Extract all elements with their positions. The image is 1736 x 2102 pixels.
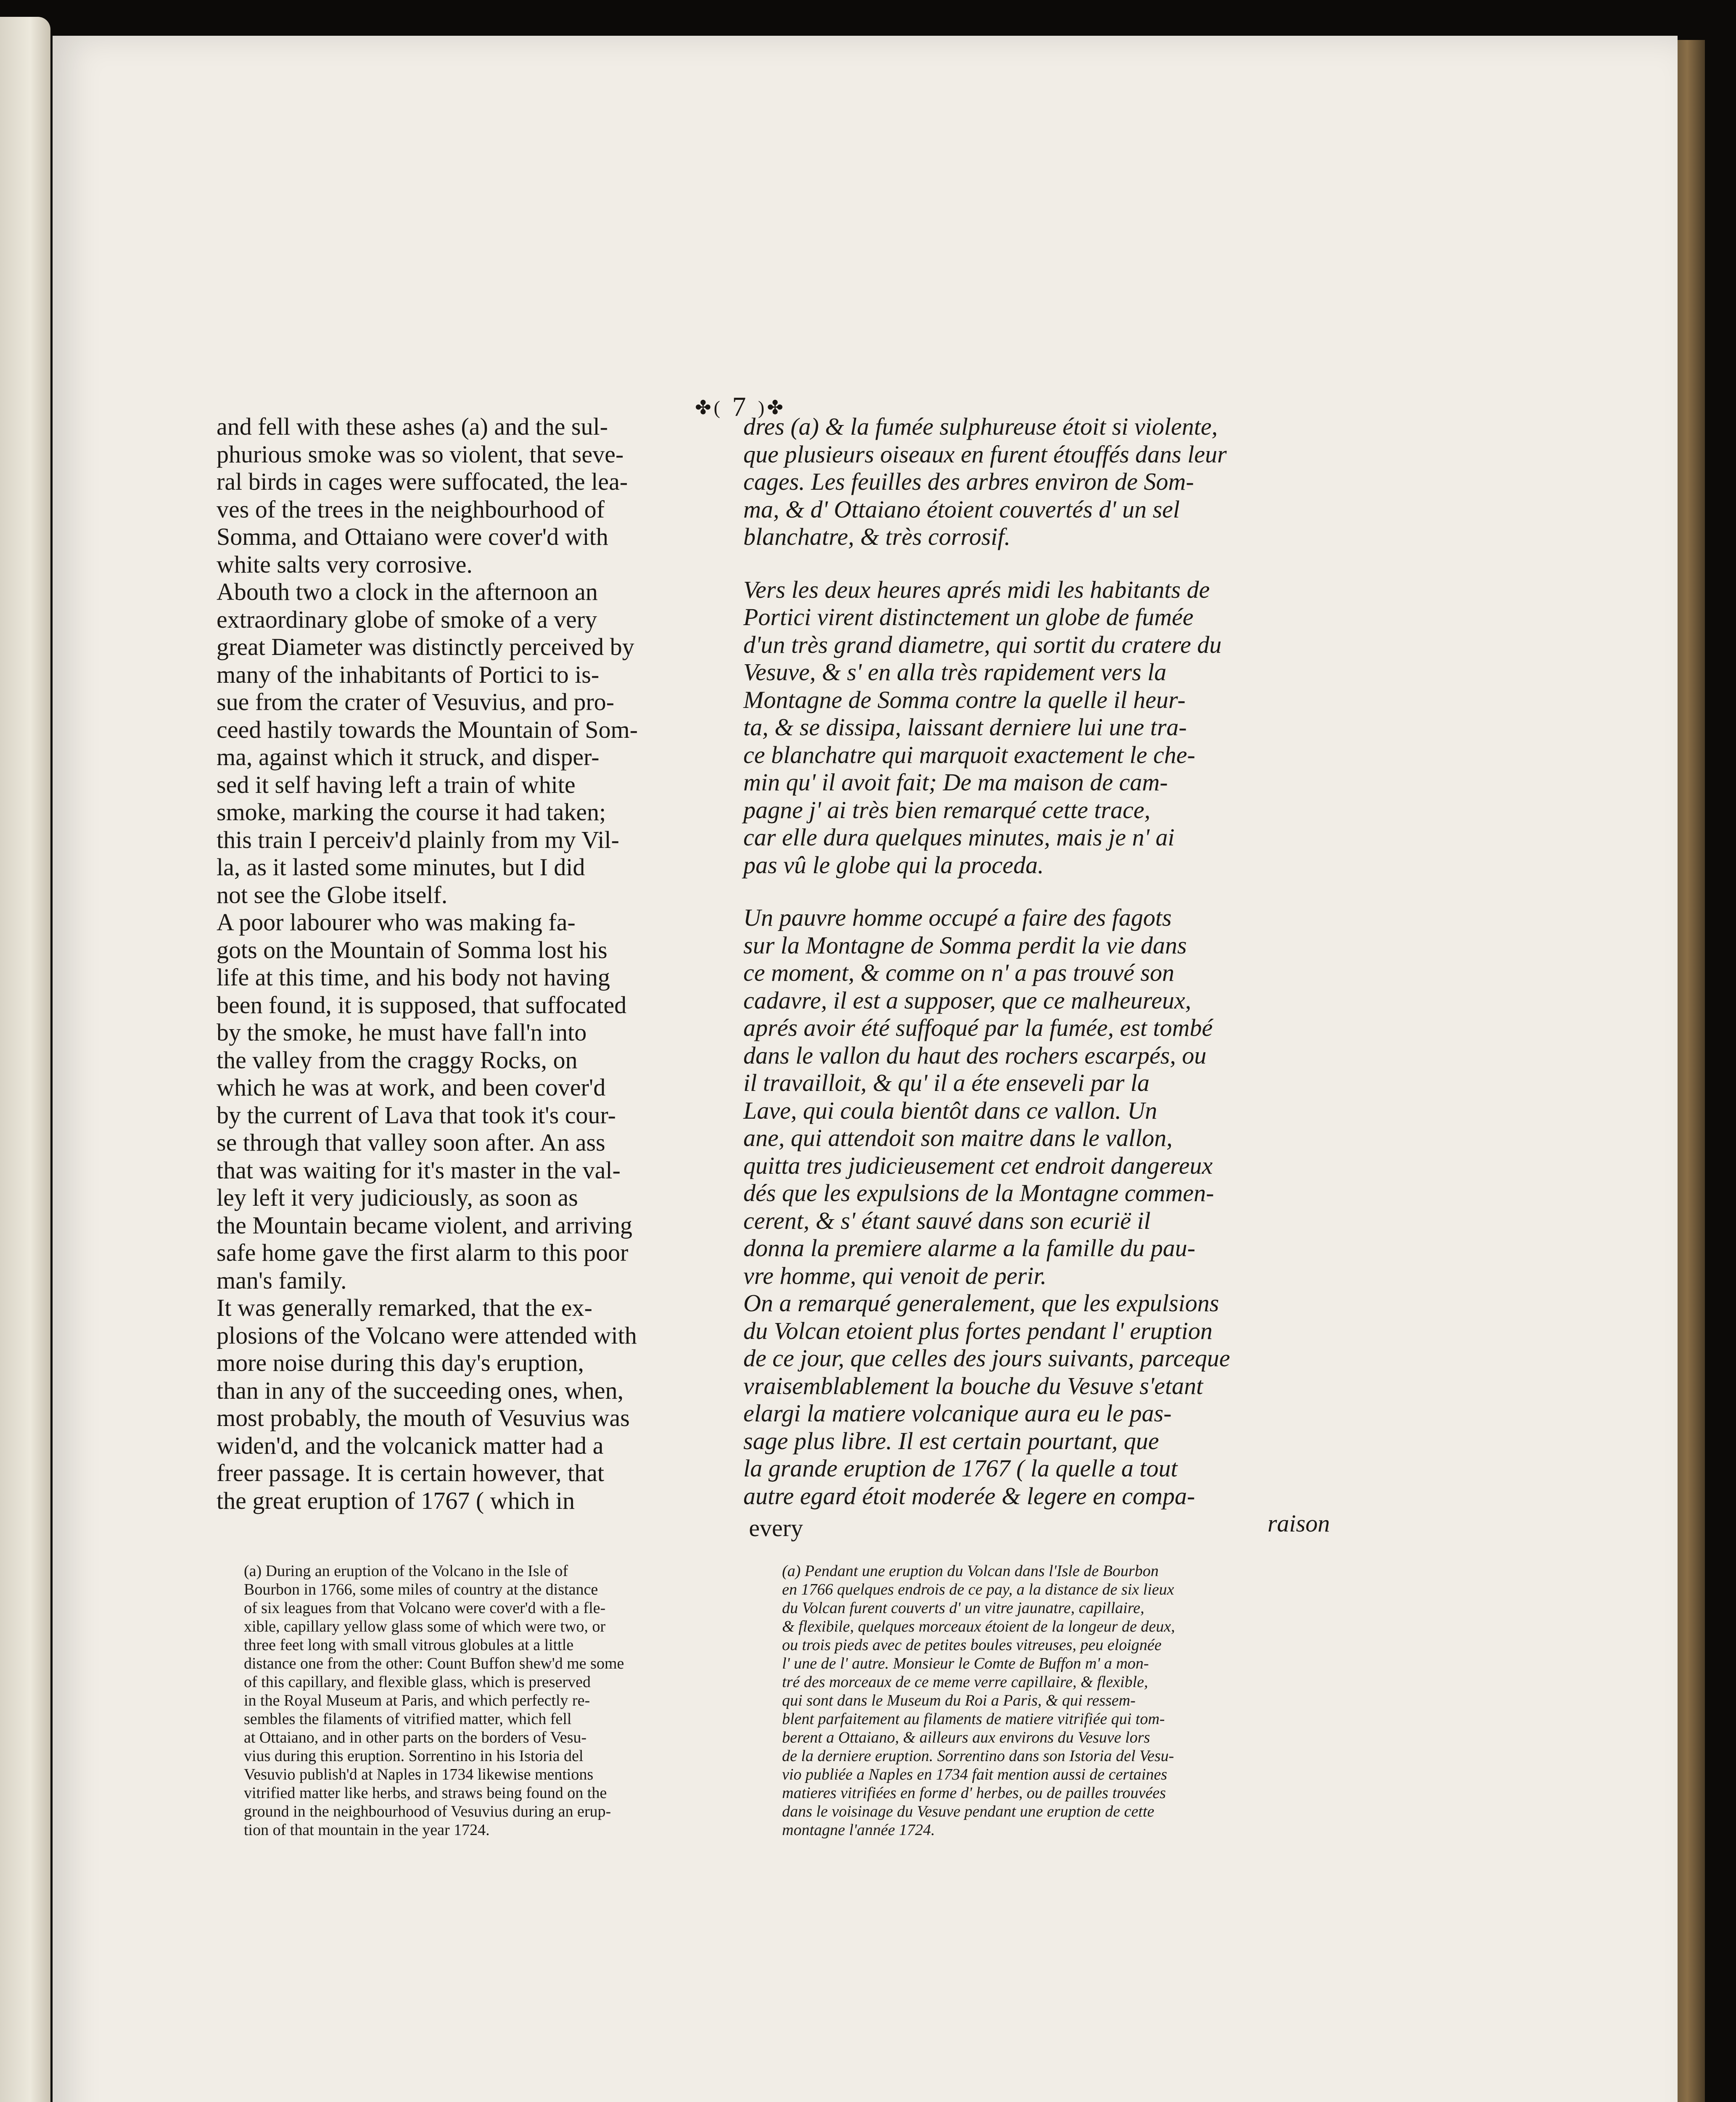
book-page <box>53 36 1678 2102</box>
text-line: min qu' il avoit fait; De ma maison de cam- <box>743 768 1168 796</box>
text-line: cerent, & s' étant sauvé dans son ecurië il <box>743 1207 1151 1234</box>
text-line: man's family. <box>217 1266 347 1294</box>
text-line: aprés avoir été suffoqué par la fumée, est tombé <box>743 1014 1213 1041</box>
text-line: more noise during this day's eruption, <box>217 1349 584 1376</box>
text-line: ma, & d' Ottaiano étoient couvertés d' un sel <box>743 495 1180 523</box>
footnote-line: matieres vitrifiées en forme d' herbes, ou de pailles trouvées <box>782 1784 1166 1802</box>
text-line: safe home gave the first alarm to this poor <box>217 1239 629 1266</box>
text-line: que plusieurs oiseaux en furent étouffés dans leur <box>743 440 1227 468</box>
text-line: plosions of the Volcano were attended with <box>217 1321 637 1349</box>
text-line: Un pauvre homme occupé a faire des fagots <box>743 904 1172 931</box>
text-line: sue from the crater of Vesuvius, and pro- <box>217 688 614 716</box>
page-number: 7 <box>732 391 749 422</box>
text-line: sur la Montagne de Somma perdit la vie dans <box>743 931 1187 959</box>
text-line: life at this time, and his body not having <box>217 964 610 991</box>
text-line: the Mountain became violent, and arriving <box>217 1211 632 1239</box>
text-line: Vers les deux heures aprés midi les habitants de <box>743 576 1210 603</box>
catchword: every <box>749 1514 803 1542</box>
french-footnote <box>782 1562 1175 1839</box>
footnote-line: vitrified matter like herbs, and straws being found on the <box>244 1784 607 1802</box>
footnote-line: vio publiée a Naples en 1734 fait mention aussi de certaines <box>782 1766 1168 1783</box>
text-line: this train I perceiv'd plainly from my Vil- <box>217 826 619 853</box>
text-line: ane, qui attendoit son maitre dans le vallon, <box>743 1124 1173 1151</box>
text-line: sed it self having left a train of white <box>217 771 576 798</box>
text-line: phurious smoke was so violent, that seve- <box>217 440 624 468</box>
footnote-line: berent a Ottaiano, & ailleurs aux environs du Vesuve lors <box>782 1729 1150 1746</box>
footnote-line: du Volcan furent couverts d' un vitre jaunatre, capillaire, <box>782 1599 1144 1617</box>
english-footnote <box>244 1562 624 1839</box>
text-line: Portici virent distinctement un globe de fumée <box>743 603 1194 631</box>
text-line: not see the Globe itself. <box>217 881 448 908</box>
french-text-column <box>743 413 1330 1537</box>
book-edge-right <box>1675 40 1705 2102</box>
paragraph-gap <box>743 879 1330 904</box>
text-line: and fell with these ashes (a) and the sul- <box>217 413 608 440</box>
footnote-line: vius during this eruption. Sorrentino in his Istoria del <box>244 1747 584 1765</box>
text-line: A poor labourer who was making fa- <box>217 908 576 936</box>
fleuron-ornament-left: ✤( <box>695 397 723 418</box>
text-line: by the smoke, he must have fall'n into <box>217 1019 587 1046</box>
footnote-line: three feet long with small vitrous globules at a little <box>244 1636 574 1654</box>
text-line: cages. Les feuilles des arbres environ de Som- <box>743 468 1194 495</box>
text-line: than in any of the succeeding ones, when, <box>217 1376 624 1404</box>
text-line: most probably, the mouth of Vesuvius was <box>217 1404 630 1431</box>
text-line: ral birds in cages were suffocated, the lea- <box>217 468 628 495</box>
text-line: been found, it is supposed, that suffocated <box>217 991 627 1019</box>
text-line: many of the inhabitants of Portici to is- <box>217 660 600 688</box>
text-line: Lave, qui coula bientôt dans ce vallon. Un <box>743 1096 1157 1124</box>
text-line: which he was at work, and been cover'd <box>217 1074 606 1101</box>
text-line: by the current of Lava that took it's cour- <box>217 1101 616 1129</box>
fleuron-ornament-right: )✤ <box>758 397 786 418</box>
footnote-line: of six leagues from that Volcano were cover'd with a fle- <box>244 1599 606 1617</box>
text-line: donna la premiere alarme a la famille du pau- <box>743 1234 1196 1262</box>
text-line: It was generally remarked, that the ex- <box>217 1294 592 1321</box>
text-line: Vesuve, & s' en alla très rapidement vers la <box>743 658 1167 686</box>
text-line: On a remarqué generalement, que les expulsions <box>743 1289 1219 1317</box>
text-line: ceed hastily towards the Mountain of Som- <box>217 716 638 743</box>
text-line: smoke, marking the course it had taken; <box>217 798 606 826</box>
text-line: quitta tres judicieusement cet endroit dangereux <box>743 1151 1213 1179</box>
text-line: vre homme, qui venoit de perir. <box>743 1262 1047 1289</box>
text-line: blanchatre, & très corrosif. <box>743 523 1011 550</box>
text-line: d'un très grand diametre, qui sortit du cratere du <box>743 631 1222 658</box>
text-line: dans le vallon du haut des rochers escarpés, ou <box>743 1041 1207 1069</box>
footnote-line: montagne l'année 1724. <box>782 1821 935 1839</box>
text-line: vraisemblablement la bouche du Vesuve s'etant <box>743 1372 1203 1400</box>
footnote-line: Vesuvio publish'd at Naples in 1734 likewise mentions <box>244 1766 594 1783</box>
footnote-line: ou trois pieds avec de petites boules vitreuses, peu eloignée <box>782 1636 1162 1654</box>
text-line: ley left it very judiciously, as soon as <box>217 1184 578 1211</box>
footnote-line: tré des morceaux de ce meme verre capillaire, & flexible, <box>782 1673 1148 1691</box>
text-line: autre egard étoit moderée & legere en compa- <box>743 1482 1195 1510</box>
footnote-line: of this capillary, and flexible glass, which is preserved <box>244 1673 591 1691</box>
text-line: du Volcan etoient plus fortes pendant l' eruption <box>743 1317 1213 1344</box>
footnote-line: tion of that mountain in the year 1724. <box>244 1821 490 1839</box>
text-line: dés que les expulsions de la Montagne commen- <box>743 1179 1214 1207</box>
text-line: ce blanchatre qui marquoit exactement le che- <box>743 741 1195 768</box>
text-line: widen'd, and the volcanick matter had a <box>217 1431 604 1459</box>
text-line: Abouth two a clock in the afternoon an <box>217 578 598 605</box>
footnote-line: de la derniere eruption. Sorrentino dans son Istoria del Vesu- <box>782 1747 1174 1765</box>
catchword: raison <box>1267 1510 1330 1537</box>
footnote-line: en 1766 quelques endrois de ce pay, a la distance de six lieux <box>782 1581 1174 1598</box>
text-line: pagne j' ai très bien remarqué cette trace, <box>743 796 1151 824</box>
text-line: extraordinary globe of smoke of a very <box>217 605 597 633</box>
text-line: la grande eruption de 1767 ( la quelle a tout <box>743 1455 1178 1482</box>
text-line: cadavre, il est a supposer, que ce malheureux, <box>743 986 1192 1014</box>
footnote-line: Bourbon in 1766, some miles of country at the distance <box>244 1581 598 1598</box>
english-text-column <box>217 413 803 1542</box>
text-line: la, as it lasted some minutes, but I did <box>217 853 585 881</box>
text-line: pas vû le globe qui la proceda. <box>743 851 1044 879</box>
paragraph-gap <box>743 551 1330 576</box>
text-line: il travailloit, & qu' il a éte enseveli par la <box>743 1069 1150 1096</box>
footnote-line: dans le voisinage du Vesuve pendant une eruption de cette <box>782 1803 1155 1820</box>
footnote-line: distance one from the other: Count Buffon shew'd me some <box>244 1655 624 1672</box>
text-line: that was waiting for it's master in the val- <box>217 1156 621 1184</box>
footnote-line: blent parfaitement au filaments de matiere vitrifiée qui tom- <box>782 1710 1165 1728</box>
footnote-line: (a) Pendant une eruption du Volcan dans l'Isle de Bourbon <box>782 1562 1159 1580</box>
footnote-line: ground in the neighbourhood of Vesuvius during an erup- <box>244 1803 611 1820</box>
text-line: ma, against which it struck, and disper- <box>217 743 600 771</box>
footnote-line: xible, capillary yellow glass some of which were two, or <box>244 1618 606 1635</box>
text-line: ves of the trees in the neighbourhood of <box>217 495 605 523</box>
footnote-line: at Ottaiano, and in other parts on the borders of Vesu- <box>244 1729 587 1746</box>
text-line: freer passage. It is certain however, that <box>217 1459 605 1487</box>
footnote-line: in the Royal Museum at Paris, and which perfectly re- <box>244 1692 590 1709</box>
text-line: dres (a) & la fumée sulphureuse étoit si violente, <box>743 413 1218 440</box>
text-line: the valley from the craggy Rocks, on <box>217 1046 578 1074</box>
text-line: Montagne de Somma contre la quelle il heur- <box>743 686 1186 713</box>
text-line: gots on the Mountain of Somma lost his <box>217 936 608 964</box>
text-line: the great eruption of 1767 ( which in <box>217 1487 575 1514</box>
text-line: sage plus libre. Il est certain pourtant, que <box>743 1427 1159 1455</box>
text-line: Somma, and Ottaiano were cover'd with <box>217 523 608 550</box>
text-line: great Diameter was distinctly perceived by <box>217 633 634 660</box>
footnote-line: & flexibile, quelques morceaux étoient de la longeur de deux, <box>782 1618 1175 1635</box>
text-line: white salts very corrosive. <box>217 550 473 578</box>
text-line: ce moment, & comme on n' a pas trouvé son <box>743 959 1175 986</box>
text-line: elargi la matiere volcanique aura eu le pas- <box>743 1400 1172 1427</box>
text-line: se through that valley soon after. An ass <box>217 1129 605 1156</box>
footnote-line: (a) During an eruption of the Volcano in the Isle of <box>244 1562 568 1580</box>
footnote-line: sembles the filaments of vitrified matter, which fell <box>244 1710 572 1728</box>
text-line: ta, & se dissipa, laissant derniere lui une tra- <box>743 713 1187 741</box>
text-line: de ce jour, que celles des jours suivants, parceque <box>743 1344 1230 1372</box>
footnote-line: qui sont dans le Museum du Roi a Paris, & qui ressem- <box>782 1692 1136 1709</box>
footnote-line: l' une de l' autre. Monsieur le Comte de Buffon m' a mon- <box>782 1655 1149 1672</box>
text-line: car elle dura quelques minutes, mais je n' ai <box>743 824 1175 851</box>
previous-page-edge <box>0 17 50 2102</box>
